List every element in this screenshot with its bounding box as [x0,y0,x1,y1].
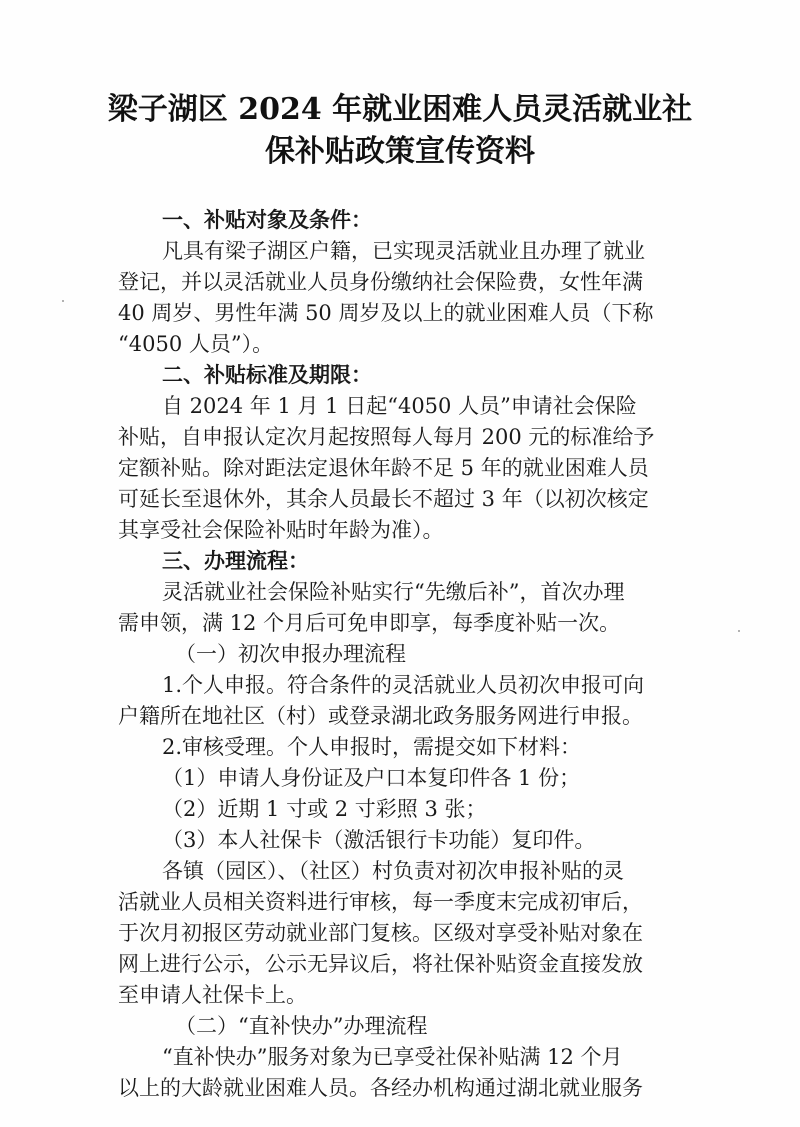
paragraph-line: 可延长至退休外，其余人员最长不超过 3 年（以初次核定 [118,487,649,511]
paragraph-line: “4050 人员”）。 [118,332,274,356]
section-heading-subsidy-target: 一、补贴对象及条件： [162,207,372,232]
paragraph-line: 以上的大龄就业困难人员。各经办机构通过湖北就业服务 [118,1076,643,1100]
paragraph-line: 网上进行公示，公示无异议后，将社保补贴资金直接发放 [118,952,643,976]
paragraph-line: 2.审核受理。个人申报时，需提交如下材料： [162,735,582,759]
paragraph-line: 补贴，自申报认定次月起按照每人每月 200 元的标准给予 [118,425,655,449]
paragraph-line: 其享受社会保险补贴时年龄为准）。 [118,518,444,542]
document-title-line-2: 保补贴政策宣传资料 [265,134,535,169]
list-item: （2）近期 1 寸或 2 寸彩照 3 张； [162,797,487,821]
paragraph-line: 至申请人社保卡上。 [118,983,307,1007]
list-item: （1）申请人身份证及户口本复印件各 1 份； [162,766,581,790]
paragraph-line: 户籍所在地社区（村）或登录湖北政务服务网进行申报。 [118,704,643,728]
paragraph-line: 1.个人申报。符合条件的灵活就业人员初次申报可向 [162,673,645,697]
paragraph-line: “直补快办”服务对象为已享受社保补贴满 12 个月 [162,1045,623,1069]
subsection-heading-direct: （二）“直补快办”办理流程 [175,1014,428,1038]
paragraph-line: 各镇（园区）、（社区）村负责对初次申报补贴的灵 [162,859,624,883]
scan-speck [62,300,64,302]
paragraph-line: 登记，并以灵活就业人员身份缴纳社会保险费，女性年满 [118,270,643,294]
paragraph-line: 活就业人员相关资料进行审核，每一季度末完成初审后， [118,890,643,914]
paragraph-line: 40 周岁、男性年满 50 周岁及以上的就业困难人员（下称 [118,301,654,325]
paragraph-line: 于次月初报区劳动就业部门复核。区级对享受补贴对象在 [118,921,643,945]
paragraph-line: 凡具有梁子湖区户籍，已实现灵活就业且办理了就业 [162,239,645,263]
subsection-heading-initial: （一）初次申报办理流程 [175,642,406,666]
paragraph-line: 定额补贴。除对距法定退休年龄不足 5 年的就业困难人员 [118,456,649,480]
scan-speck [738,630,740,632]
section-heading-subsidy-standard: 二、补贴标准及期限： [162,362,372,387]
paragraph-line: 灵活就业社会保险补贴实行“先缴后补”，首次办理 [162,580,625,604]
document-title-line-1: 梁子湖区 2024 年就业困难人员灵活就业社 [107,92,693,127]
section-heading-process: 三、办理流程： [162,548,309,573]
list-item: （3）本人社保卡（激活银行卡功能）复印件。 [162,828,596,852]
paragraph-line: 自 2024 年 1 月 1 日起“4050 人员”申请社会保险 [162,394,637,418]
paragraph-line: 需申领，满 12 个月后可免申即享，每季度补贴一次。 [118,611,621,635]
